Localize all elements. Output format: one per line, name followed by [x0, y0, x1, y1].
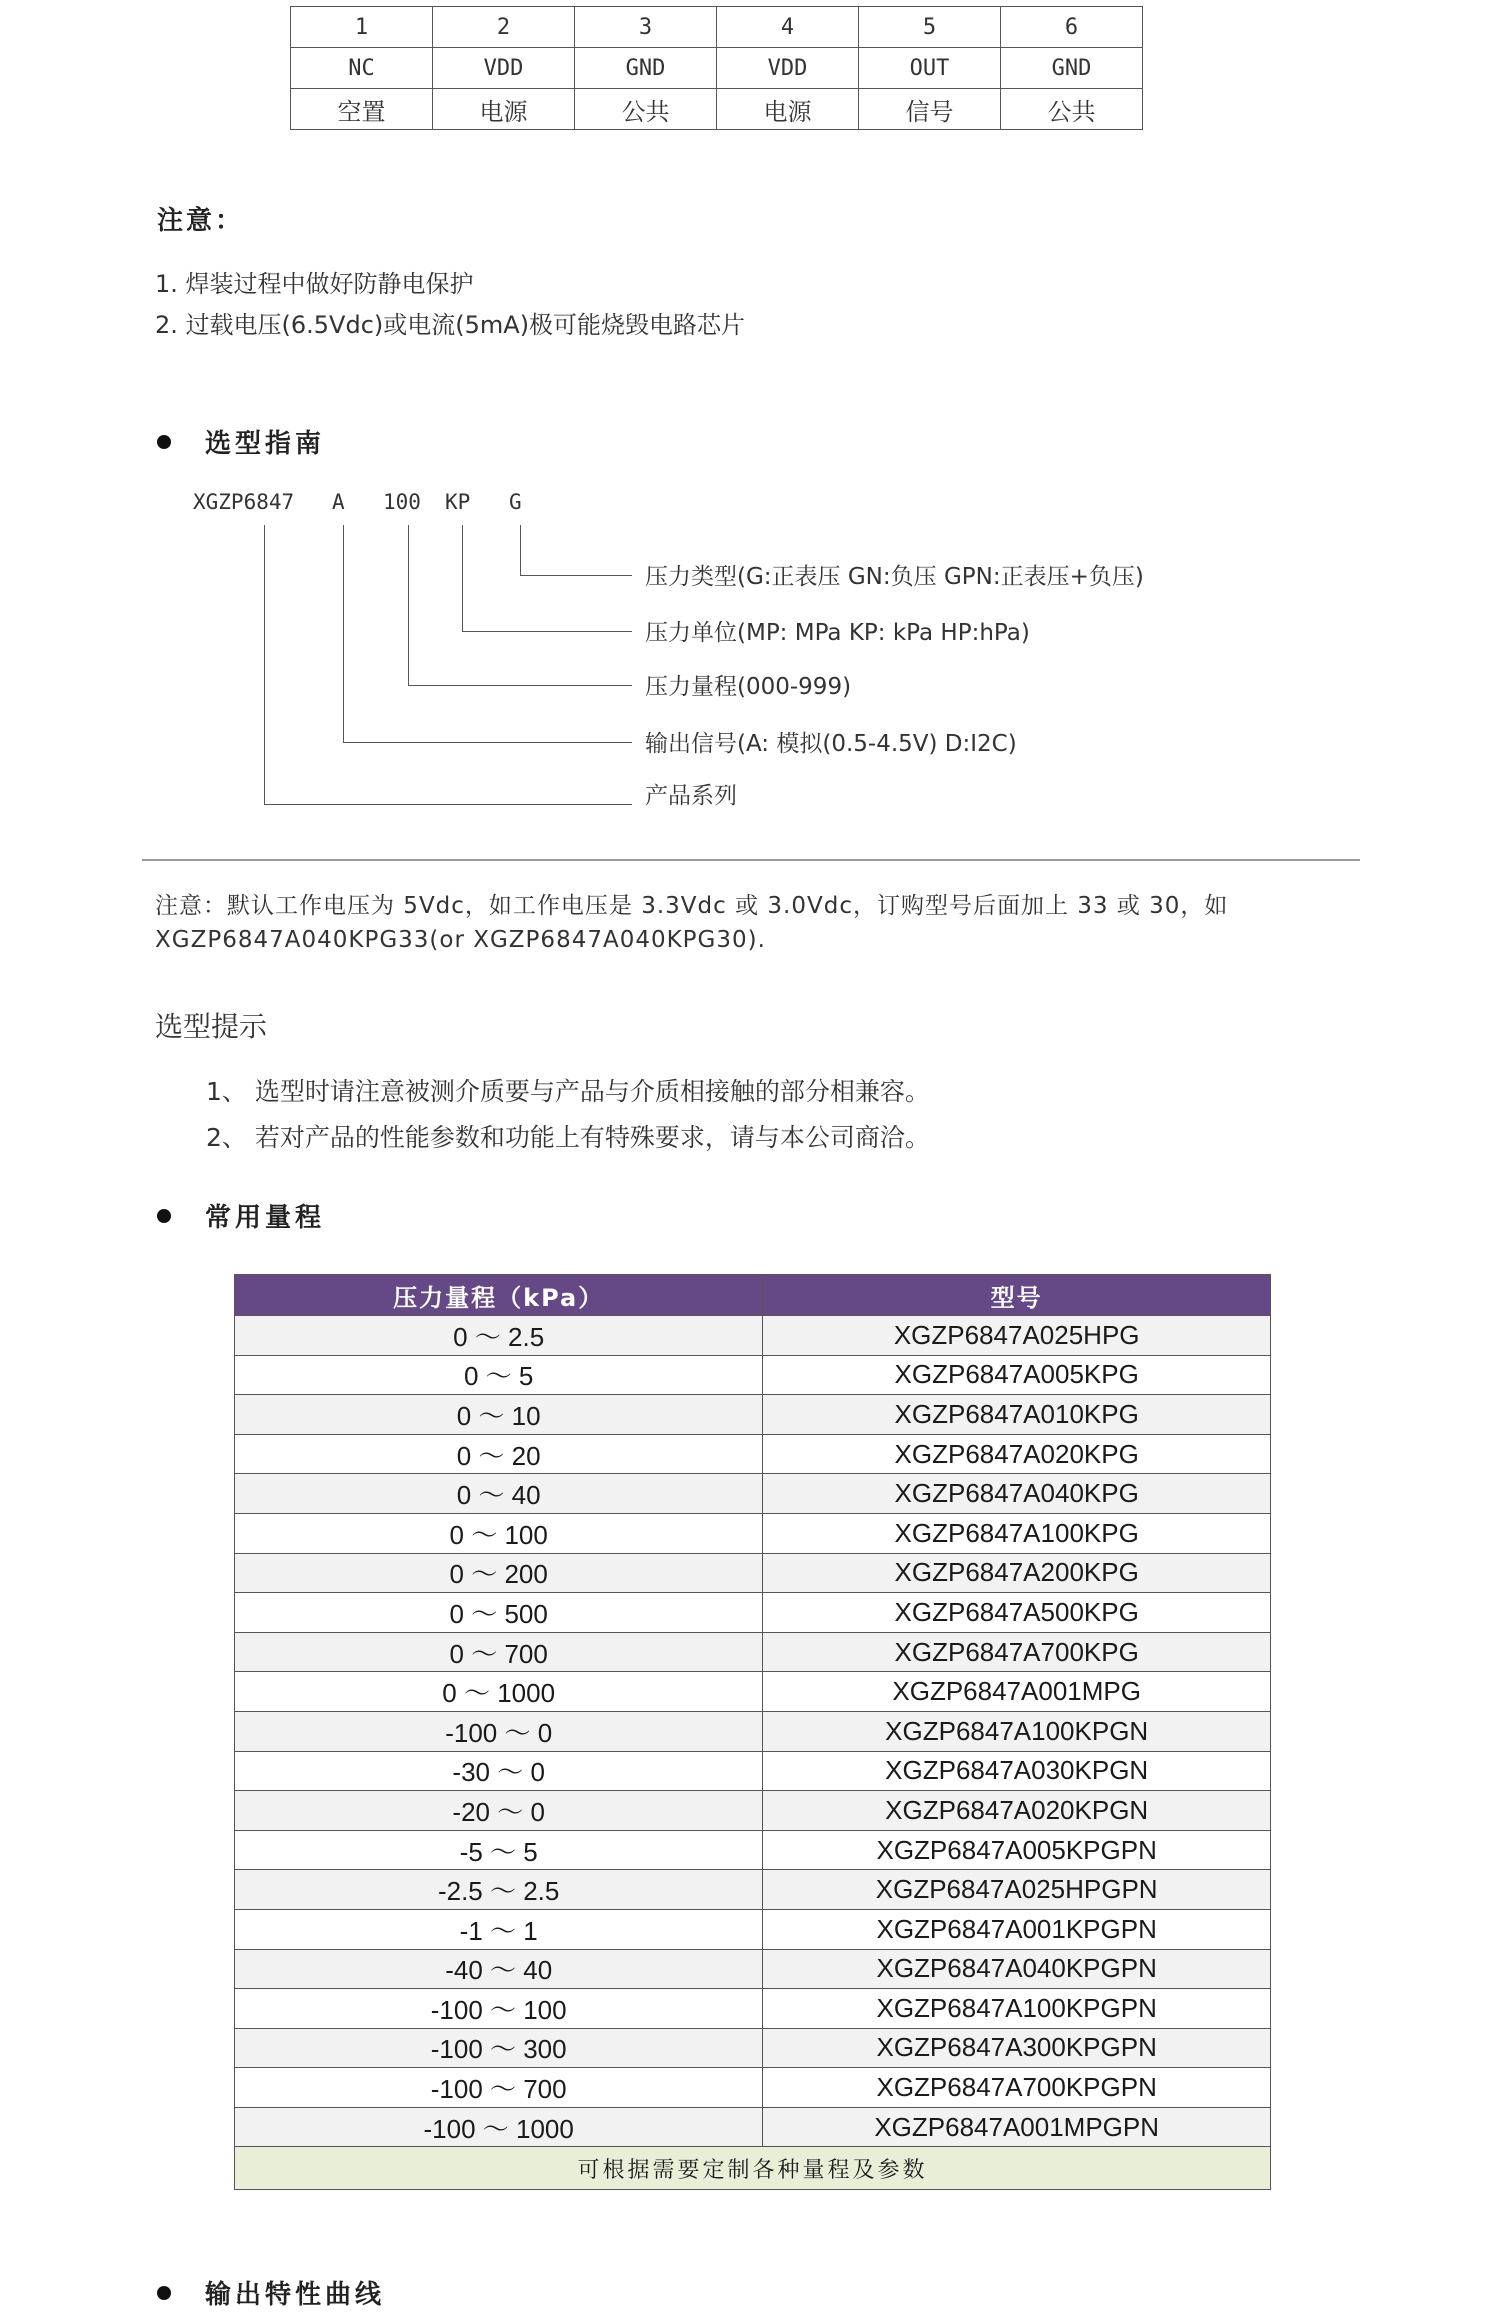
ranges-heading [157, 1197, 325, 1234]
model-cell: XGZP6847A100KPG [763, 1513, 1271, 1553]
model-cell: XGZP6847A500KPG [763, 1593, 1271, 1633]
table-row [235, 1316, 1271, 1356]
pin-cell: 空置 [291, 89, 433, 130]
table-header-row [235, 1275, 1271, 1316]
legend-pressure-type: 压力类型(G:正表压 GN:负压 GPN:正表压+负压) [645, 564, 1144, 590]
divider [142, 859, 1360, 861]
range-cell: -20 ～ 0 [235, 1791, 763, 1831]
range-cell: -100 ～ 300 [235, 2028, 763, 2068]
range-cell: 0 ～ 5 [235, 1355, 763, 1395]
pin-function-row [291, 89, 1143, 130]
connector-line [520, 575, 632, 576]
pin-cell: 电源 [717, 89, 859, 130]
model-cell: XGZP6847A300KPGPN [763, 2028, 1271, 2068]
code-part-type: G [509, 490, 522, 514]
model-cell: XGZP6847A700KPG [763, 1632, 1271, 1672]
table-row [235, 1830, 1271, 1870]
model-cell: XGZP6847A040KPG [763, 1474, 1271, 1514]
connector-line [264, 804, 632, 805]
table-row [235, 1593, 1271, 1633]
pin-cell: VDD [433, 48, 575, 89]
ranges-title: 常用量程 [205, 1203, 326, 1233]
model-cell: XGZP6847A200KPG [763, 1553, 1271, 1593]
table-row [235, 1553, 1271, 1593]
voltage-note-line2: XGZP6847A040KPG33(or XGZP6847A040KPG30). [155, 927, 766, 953]
table-row [235, 1909, 1271, 1949]
table-row [235, 1672, 1271, 1712]
bullet-icon [157, 2286, 171, 2300]
table-row [235, 2107, 1271, 2147]
tip-item: 1、 选型时请注意被测介质要与产品与介质相接触的部分相兼容。 [206, 1077, 930, 1106]
code-part-range: 100 [383, 490, 421, 514]
pin-cell: GND [575, 48, 717, 89]
table-row [235, 1711, 1271, 1751]
pin-number-row [291, 7, 1143, 48]
pin-cell: GND [1001, 48, 1143, 89]
range-cell: -100 ～ 100 [235, 1989, 763, 2029]
ranges-table-body [235, 1316, 1271, 2190]
legend-pressure-unit: 压力单位(MP: MPa KP: kPa HP:hPa) [645, 620, 1030, 646]
tips-title: 选型提示 [155, 1010, 268, 1043]
legend-pressure-range: 压力量程(000-999) [645, 674, 852, 700]
table-row [235, 2028, 1271, 2068]
range-cell: -1 ～ 1 [235, 1909, 763, 1949]
notes-title: 注意： [157, 206, 245, 236]
table-row [235, 1513, 1271, 1553]
range-cell: 0 ～ 500 [235, 1593, 763, 1633]
range-cell: -40 ～ 40 [235, 1949, 763, 1989]
pin-signal-row [291, 48, 1143, 89]
model-cell: XGZP6847A700KPGPN [763, 2068, 1271, 2108]
table-row [235, 1791, 1271, 1831]
customization-note: 可根据需要定制各种量程及参数 [235, 2147, 1271, 2190]
output-curve-title: 输出特性曲线 [205, 2280, 386, 2310]
range-cell: 0 ～ 2.5 [235, 1316, 763, 1356]
pin-cell: 5 [859, 7, 1001, 48]
note-item: 1. 焊装过程中做好防静电保护 [155, 270, 474, 298]
code-part-unit: KP [445, 490, 471, 514]
table-row [235, 1870, 1271, 1910]
model-cell: XGZP6847A010KPG [763, 1395, 1271, 1435]
header-model: 型号 [763, 1275, 1271, 1316]
connector-line [520, 525, 521, 575]
range-cell: 0 ～ 200 [235, 1553, 763, 1593]
note-item: 2. 过载电压(6.5Vdc)或电流(5mA)极可能烧毁电路芯片 [155, 311, 746, 339]
model-cell: XGZP6847A040KPGPN [763, 1949, 1271, 1989]
code-part-series: XGZP6847 [193, 490, 295, 514]
table-row [235, 1474, 1271, 1514]
pin-cell: OUT [859, 48, 1001, 89]
tip-item: 2、 若对产品的性能参数和功能上有特殊要求，请与本公司商洽。 [206, 1123, 930, 1152]
pin-cell: 6 [1001, 7, 1143, 48]
model-cell: XGZP6847A005KPG [763, 1355, 1271, 1395]
bullet-icon [157, 435, 171, 449]
range-cell: -100 ～ 0 [235, 1711, 763, 1751]
range-cell: 0 ～ 100 [235, 1513, 763, 1553]
selection-guide-title: 选型指南 [205, 429, 326, 459]
ranges-table [234, 1274, 1271, 2190]
range-cell: -100 ～ 1000 [235, 2107, 763, 2147]
pin-cell: 2 [433, 7, 575, 48]
bullet-icon [157, 1209, 171, 1223]
pin-cell: 信号 [859, 89, 1001, 130]
table-footer-row [235, 2147, 1271, 2190]
model-cell: XGZP6847A001MPG [763, 1672, 1271, 1712]
pin-cell: NC [291, 48, 433, 89]
legend-product-series: 产品系列 [645, 783, 737, 809]
connector-line [408, 525, 409, 685]
range-cell: 0 ～ 700 [235, 1632, 763, 1672]
model-cell: XGZP6847A025HPG [763, 1316, 1271, 1356]
voltage-note-line1: 注意：默认工作电压为 5Vdc，如工作电压是 3.3Vdc 或 3.0Vdc，订购型号后面加上 33 或 30，如 [155, 893, 1229, 919]
code-part-output: A [332, 490, 345, 514]
pin-cell: 电源 [433, 89, 575, 130]
connector-line [462, 631, 632, 632]
model-cell: XGZP6847A100KPGPN [763, 1989, 1271, 2029]
table-row [235, 1395, 1271, 1435]
pin-cell: VDD [717, 48, 859, 89]
range-cell: -2.5 ～ 2.5 [235, 1870, 763, 1910]
range-cell: 0 ～ 20 [235, 1434, 763, 1474]
model-cell: XGZP6847A020KPGN [763, 1791, 1271, 1831]
model-cell: XGZP6847A001MPGPN [763, 2107, 1271, 2147]
range-cell: -100 ～ 700 [235, 2068, 763, 2108]
connector-line [264, 525, 265, 804]
pin-cell: 4 [717, 7, 859, 48]
pin-cell: 3 [575, 7, 717, 48]
pin-cell: 公共 [1001, 89, 1143, 130]
table-row [235, 1434, 1271, 1474]
table-row [235, 1949, 1271, 1989]
model-cell: XGZP6847A020KPG [763, 1434, 1271, 1474]
model-cell: XGZP6847A001KPGPN [763, 1909, 1271, 1949]
model-cell: XGZP6847A030KPGN [763, 1751, 1271, 1791]
table-row [235, 2068, 1271, 2108]
legend-output-signal: 输出信号(A: 模拟(0.5-4.5V) D:I2C) [645, 731, 1017, 757]
header-range: 压力量程（kPa） [235, 1275, 763, 1316]
output-curve-heading [157, 2274, 385, 2311]
connector-line [408, 685, 632, 686]
selection-guide-heading [157, 423, 325, 460]
connector-line [462, 525, 463, 631]
connector-line [343, 525, 344, 742]
pin-table [290, 6, 1143, 130]
range-cell: -30 ～ 0 [235, 1751, 763, 1791]
table-row [235, 1989, 1271, 2029]
range-cell: 0 ～ 1000 [235, 1672, 763, 1712]
connector-line [343, 742, 632, 743]
model-cell: XGZP6847A025HPGPN [763, 1870, 1271, 1910]
range-cell: -5 ～ 5 [235, 1830, 763, 1870]
table-row [235, 1632, 1271, 1672]
pin-cell: 公共 [575, 89, 717, 130]
range-cell: 0 ～ 40 [235, 1474, 763, 1514]
table-row [235, 1751, 1271, 1791]
model-cell: XGZP6847A100KPGN [763, 1711, 1271, 1751]
model-cell: XGZP6847A005KPGPN [763, 1830, 1271, 1870]
pin-cell: 1 [291, 7, 433, 48]
table-row [235, 1355, 1271, 1395]
range-cell: 0 ～ 10 [235, 1395, 763, 1435]
